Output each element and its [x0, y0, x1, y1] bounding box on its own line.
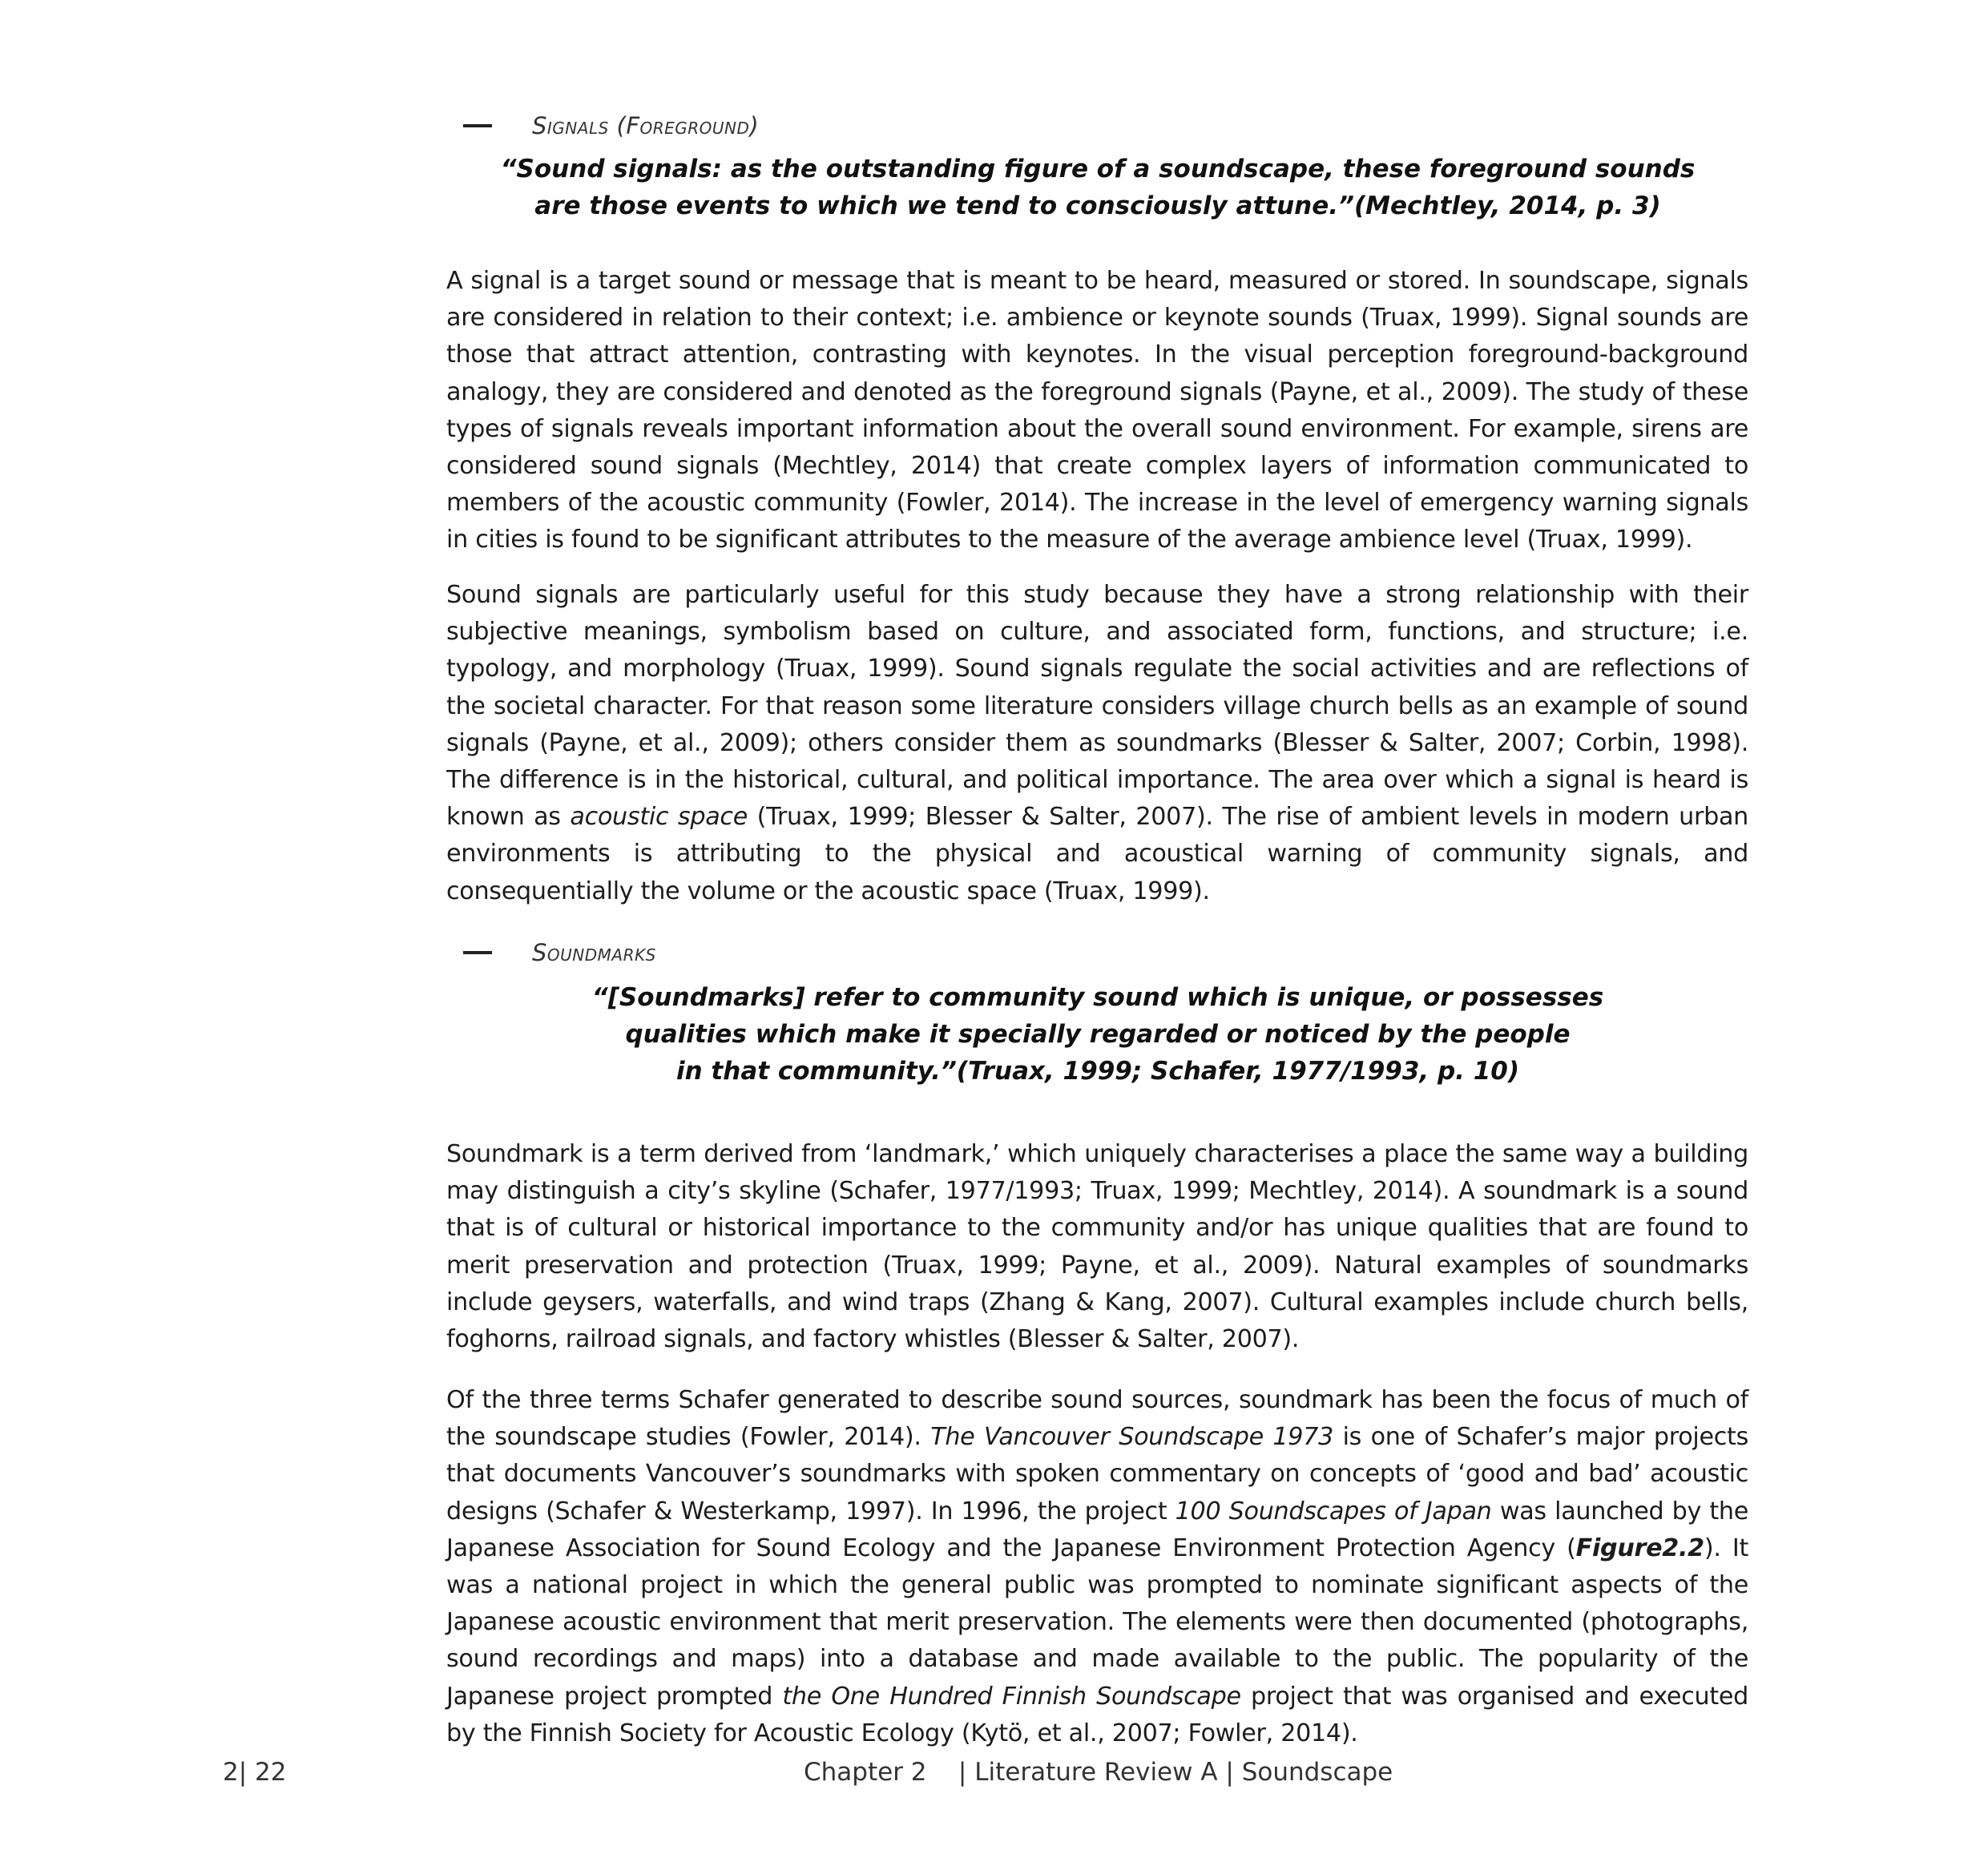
italic-title: The Vancouver Soundscape 1973 — [930, 1423, 1334, 1452]
paragraph-text: Of the three terms Schafer generated to describe sound sources, soundmark has been the focus of much of the soundscape studies (Fowler, 2014). — [446, 1386, 1748, 1452]
quote-line: “Sound signals: as the outstanding figure of a soundscape, these foreground sounds — [500, 155, 1696, 183]
body-paragraph: Soundmark is a term derived from ‘landmark,’ which uniquely characterises a place the same way a building may distinguish a city’s skyline (Schafer, 1977/1993; Truax, 1999; Mechtley, 2014). A soundmark is a sound that is of cultural or historical importance to the community and/or has unique qualities that are found to merit preservation and protection (Truax, 1999; Payne, et al., 2009). Natural examples of soundmarks include geysers, waterfalls, and wind traps (Zhang & Kang, 2007). Cultural examples include church bells, foghorns, railroad signals, and factory whistles (Blesser & Salter, 2007). — [446, 1140, 1748, 1354]
quote-line: “[Soundmarks] refer to community sound which is unique, or possesses — [591, 983, 1604, 1012]
heading-title: Soundmarks — [532, 939, 656, 966]
paragraph-text: was launched by the Japanese Association for Sound Ecology and the Japanese Environment Protection Agency ( — [446, 1497, 1749, 1562]
paragraph-text: (Truax, 1999; Blesser & Salter, 2007). The rise of ambient levels in modern urban environments is attributing to the physical and acoustical warning of community signals, and consequentially the volume or the acoustic space (Truax, 1999). — [446, 803, 1749, 905]
body-paragraph: A signal is a target sound or message that is meant to be heard, measured or stored. In soundscape, signals are considered in relation to their context; i.e. ambience or keynote sounds (Truax, 1999). Signal sounds are those that attract attention, contrasting with keynotes. In the visual perception foreground-background analogy, they are considered and denoted as the foreground signals (Payne, et al., 2009). The study of these types of signals reveals important information about the overall sound environment. For example, sirens are considered sound signals (Mechtley, 2014) that create complex layers of information communicated to members of the acoustic community (Fowler, 2014). The increase in the level of emergency warning signals in cities is found to be significant attributes to the measure of the average ambience level (Truax, 1999). — [446, 267, 1748, 554]
heading-dash — [463, 124, 492, 127]
paragraph-text: Sound signals are particularly useful for this study because they have a strong relationship with their subjective meanings, symbolism based on culture, and associated form, functions, and structure; i.e. typology, and morphology (Truax, 1999). Sound signals regulate the social activities and are reflections of the societal character. For that reason some literature considers village church bells as an example of sound signals (Payne, et al., 2009); others consider them as soundmarks (Blesser & Salter, 2007; Corbin, 1998). The difference is in the historical, cultural, and political importance. The area over which a signal is heard is known as — [446, 581, 1748, 832]
block-quote-signals — [449, 151, 1747, 224]
section-heading-signals — [463, 112, 759, 139]
heading-title: Signals (Foreground) — [532, 112, 760, 139]
body-paragraph — [446, 1382, 1748, 1752]
body-paragraph — [446, 577, 1748, 910]
heading-dash — [463, 951, 492, 954]
italic-term: acoustic space — [570, 803, 748, 832]
running-footer: Chapter 2 | Literature Review A | Soundscape — [804, 1758, 1393, 1787]
paragraph-text: is one of Schafer’s major projects that documents Vancouver’s soundmarks with spoken commentary on concepts of ‘good and bad’ acoustic designs (Schafer & Westerkamp, 1997). In 1996, the project — [446, 1423, 1748, 1525]
quote-line: are those events to which we tend to consciously attune.”(Mechtley, 2014, p. 3) — [534, 191, 1661, 220]
page-number: 2| 22 — [223, 1758, 287, 1787]
block-quote-soundmarks — [449, 979, 1747, 1090]
quote-line: qualities which make it specially regarded or noticed by the people — [625, 1020, 1571, 1049]
section-heading-soundmarks — [463, 939, 656, 966]
italic-title: the One Hundred Finnish Soundscape — [782, 1682, 1241, 1711]
paragraph-text: project that was organised and executed by the Finnish Society for Acoustic Ecology (Kytö, et al., 2007; Fowler, 2014). — [446, 1682, 1748, 1747]
figure-reference: Figure2.2 — [1575, 1533, 1704, 1562]
paragraph-text: ). It was a national project in which the general public was prompted to nominate significant aspects of the Japanese acoustic environment that merit preservation. The elements were then documented (photographs, sound recordings and maps) into a database and made available to the public. The popularity of the Japanese project prompted — [446, 1533, 1748, 1711]
quote-line: in that community.”(Truax, 1999; Schafer, 1977/1993, p. 10) — [675, 1057, 1520, 1086]
italic-title: 100 Soundscapes of Japan — [1175, 1497, 1492, 1525]
